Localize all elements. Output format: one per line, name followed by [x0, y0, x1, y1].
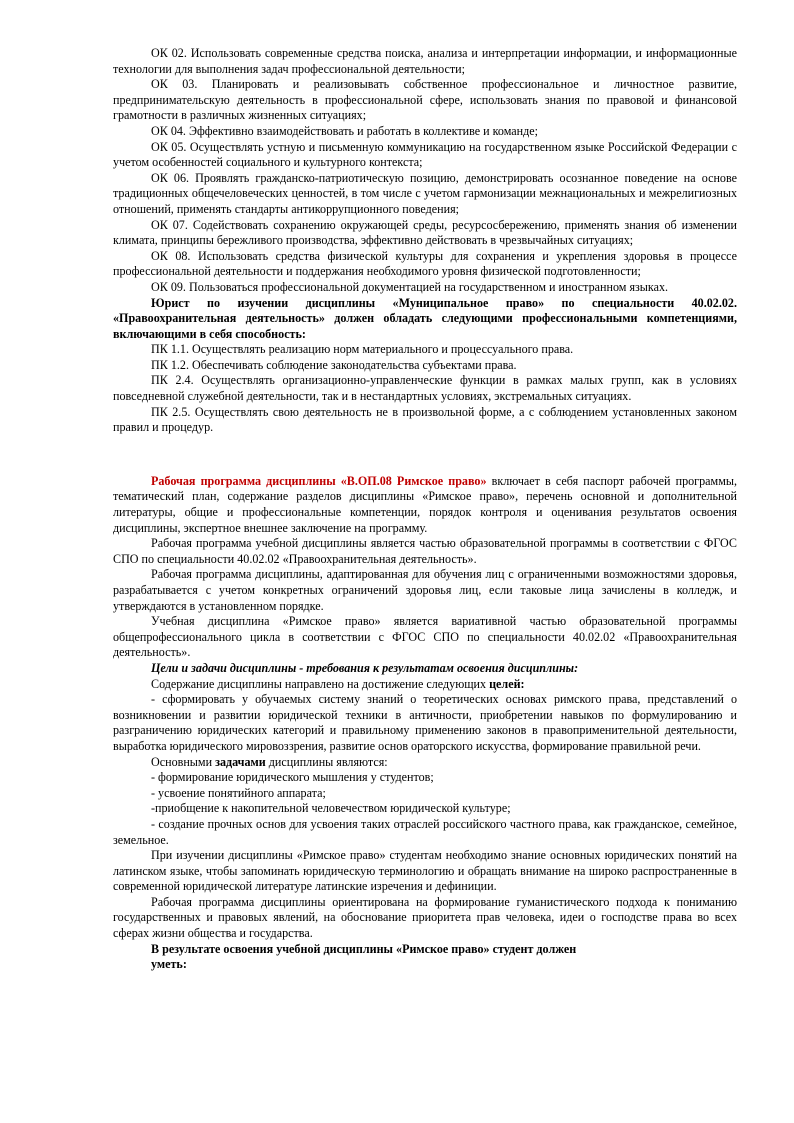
- pk-item: ПК 2.4. Осуществлять организационно-управленческие функции в рамках малых групп, как в условиях повседневной служебной деятельности, так и в нестандартных условиях, экстремальных ситуациях.: [113, 373, 737, 404]
- goals-intro: [113, 677, 737, 693]
- pk-heading: Юрист по изучении дисциплины «Муниципальное право» по специальности 40.02.02. «Правоохранительная деятельность» должен обладать следующими профессиональными компетенциями, включающими в себя способность:: [113, 295, 737, 341]
- goal-item: - сформировать у обучаемых систему знаний о теоретических основах римского права, представлений о возникновении и развитии юридической техники в античности, приобретении навыков по формулированию и разграничению юридических категорий и правильному применению законов в правоприменительной деятельности, выработка юридического мировоззрения, развитие основ ораторского искусства, формирование правильной речи.: [113, 692, 737, 753]
- tasks-intro-bold: задачами: [215, 754, 266, 769]
- ok-item: ОК 03. Планировать и реализовывать собственное профессиональное и личностное развитие, предпринимательскую деятельность в профессиональной сфере, использовать знания по правовой и финансовой грамотности в различных жизненных ситуациях;: [113, 77, 737, 123]
- program-title: Рабочая программа дисциплины «В.ОП.08 Римское право»: [151, 473, 487, 488]
- goals-intro-bold: целей:: [489, 676, 525, 691]
- program-intro-text: включает в себя паспорт рабочей программы, тематический план, содержание разделов дисциплины «Римское право», перечень основной и дополнительной литературы, общие и профессиональные компетенции, порядок контроля и оценивания результатов освоения дисциплины, экспертное внешнее заключение на программу.: [113, 473, 737, 535]
- ok-item: ОК 02. Использовать современные средства поиска, анализа и интерпретации информации, и информационные технологии для выполнения задач профессиональной деятельности;: [113, 46, 737, 76]
- ok-item: ОК 05. Осуществлять устную и письменную коммуникацию на государственном языке Российской Федерации с учетом особенностей социального и культурного контекста;: [113, 139, 737, 170]
- ok-item: ОК 07. Содействовать сохранению окружающей среды, ресурсосбережению, применять знания об изменении климата, принципы бережливого производства, эффективно действовать в чрезвычайных ситуациях;: [113, 217, 737, 248]
- program-paragraph: Рабочая программа дисциплины, адаптированная для обучения лиц с ограниченными возможностями здоровья, разрабатывается с учетом конкретных ограничений здоровья лиц, если таковые лица зачислены в колледж, и утверждаются в установленном порядке.: [113, 567, 737, 613]
- ok-item: ОК 08. Использовать средства физической культуры для сохранения и укрепления здоровья в процессе профессиональной деятельности и поддержания необходимого уровня физической подготовленности;: [113, 248, 737, 279]
- tasks-intro: [113, 755, 737, 771]
- tasks-intro-tail: дисциплины являются:: [265, 754, 388, 769]
- task-item: -приобщение к накопительной человечеством юридической культуре;: [151, 801, 511, 816]
- section-spacer: [113, 436, 737, 474]
- task-item: - создание прочных основ для усвоения таких отраслей российского частного права, как гражданское, семейное, земельное.: [113, 816, 737, 847]
- program-paragraph: Рабочая программа учебной дисциплины является частью образовательной программы в соответствии с ФГОС СПО по специальности 40.02.02 «Правоохранительная деятельность».: [113, 536, 737, 566]
- task-item: - усвоение понятийного аппарата;: [151, 785, 326, 800]
- program-intro: [113, 474, 737, 536]
- program-paragraph: Учебная дисциплина «Римское право» является вариативной частью образовательной программы общепрофессионального цикла в соответствии с ФГОС СПО по специальности 40.02.02 «Правоохранительная деятельность».: [113, 614, 737, 660]
- document-page: [113, 46, 737, 973]
- pk-item: ПК 1.1. Осуществлять реализацию норм материального и процессуального права.: [151, 342, 574, 357]
- result-heading: В результате освоения учебной дисциплины «Римское право» студент должен: [151, 941, 577, 956]
- task-item: - формирование юридического мышления у студентов;: [151, 770, 434, 785]
- tasks-intro-text: Основными: [151, 754, 216, 769]
- pk-item: ПК 1.2. Обеспечивать соблюдение законодательства субъектами права.: [151, 357, 517, 372]
- program-paragraph: При изучении дисциплины «Римское право» студентам необходимо знание основных юридических понятий на латинском языке, чтобы запоминать юридическую терминологию и обращать внимание на широко распространенные в современной юридической литературе латинские изречения и дефиниции.: [113, 848, 737, 894]
- ok-item: ОК 04. Эффективно взаимодействовать и работать в коллективе и команде;: [151, 123, 539, 138]
- ok-item: ОК 09. Пользоваться профессиональной документацией на государственном и иностранном языках.: [151, 279, 669, 294]
- program-paragraph: Рабочая программа дисциплины ориентирована на формирование гуманистического подхода к пониманию государственных и правовых явлений, на обоснование приоритета прав человека, идеи о господстве права во всех сферах жизни общества и государства.: [113, 894, 737, 941]
- result-subheading: уметь:: [151, 957, 187, 972]
- ok-item: ОК 06. Проявлять гражданско-патриотическую позицию, демонстрировать осознанное поведение на основе традиционных общечеловеческих ценностей, в том числе с учетом гармонизации межнациональных и межрелигиозных отношений, применять стандарты антикоррупционного поведения;: [113, 170, 737, 216]
- pk-item: ПК 2.5. Осуществлять свою деятельность не в произвольной форме, а с соблюдением установленных законом правил и процедур.: [113, 404, 737, 435]
- goals-intro-text: Содержание дисциплины направлено на достижение следующих: [151, 676, 490, 691]
- goals-heading: Цели и задачи дисциплины - требования к результатам освоения дисциплины:: [151, 660, 579, 675]
